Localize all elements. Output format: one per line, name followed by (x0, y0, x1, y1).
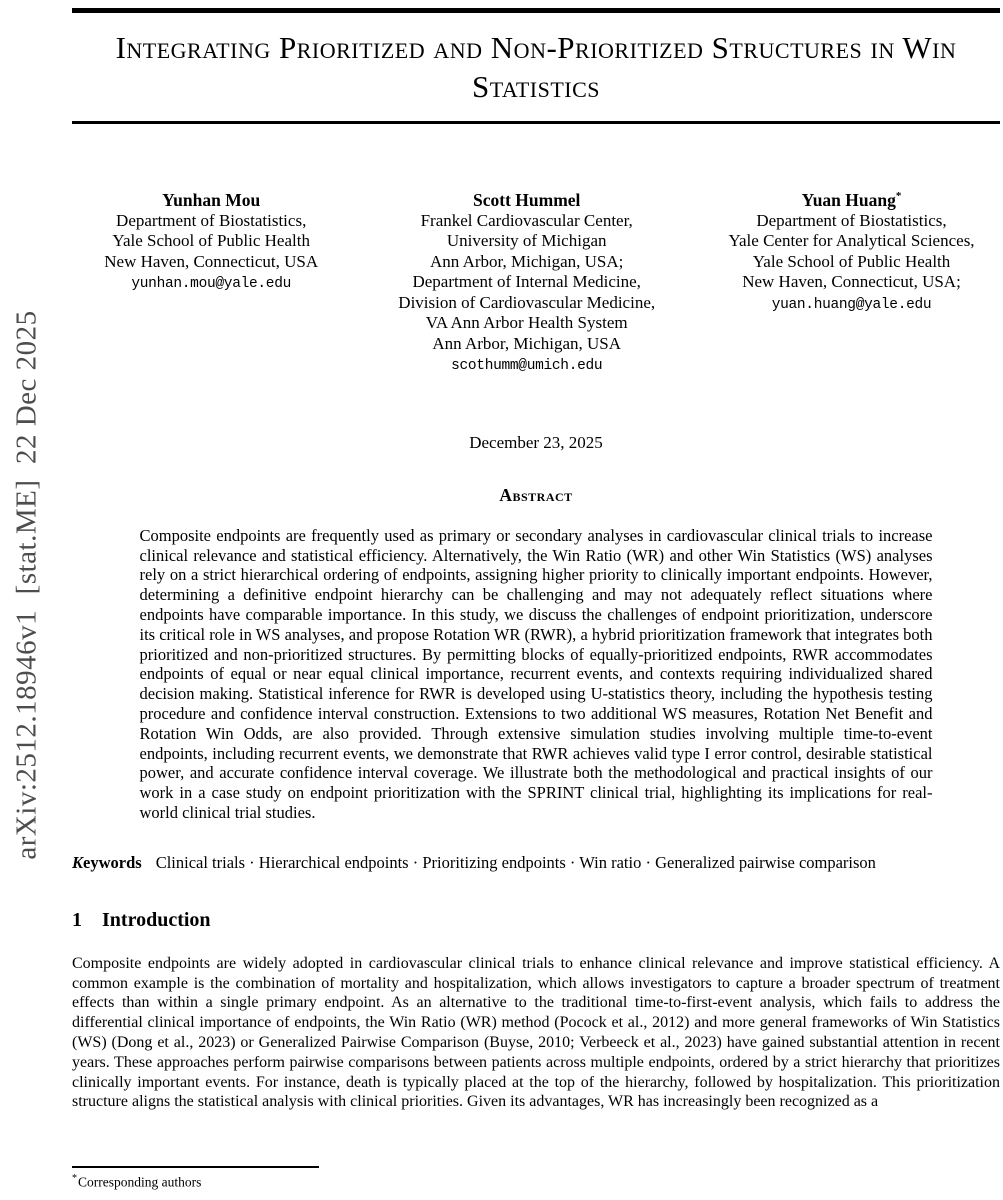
section-title: Introduction (102, 908, 211, 931)
keywords-text: Clinical trials · Hierarchical endpoints · Prioritizing endpoints · Win ratio · Generalized pairwise comparison (155, 852, 876, 872)
author-block (72, 186, 1000, 377)
footnote-text-line (72, 1173, 1000, 1191)
introduction-paragraph: Composite endpoints are widely adopted in cardiovascular clinical trials to enhance clinical relevance and improve statistical efficiency. A common example is the combination of mortality and hospitalization, which allows investigators to capture a broader spectrum of treatment effects than within a single primary endpoint. As an alternative to the traditional time-to-first-event analysis, which fails to address the differential clinical importance of endpoints, the Win Ratio (WR) method (Pocock et al., 2012) and more general frameworks of Win Statistics (WS) (Dong et al., 2023) or Generalized Pairwise Comparison (Buyse, 2010; Verbeeck et al., 2023) have gained substantial attention in recent years. These approaches perform pairwise comparisons between patients across multiple endpoints, ordered by a strict hierarchy that prioritizes clinically important events. For instance, death is typically placed at the top of the hierarchy, followed by hospitalization. This prioritization structure aligns the statistical analysis with clinical priorities. Given its advantages, WR has increasingly been recognized as a (72, 954, 1000, 1111)
author-affiliation-line: New Haven, Connecticut, USA; (742, 272, 961, 292)
arxiv-sidebar-stamp: arXiv:2512.18946v1 [stat.ME] 22 Dec 2025 (10, 310, 43, 860)
author-name (703, 186, 1000, 210)
author-affiliation-line: Department of Biostatistics, (756, 210, 947, 230)
author-card-2 (364, 186, 689, 377)
paper-title: Integrating Prioritized and Non-Prioritized Structures in Win Statistics (115, 30, 957, 104)
footnote (72, 1166, 1000, 1191)
author-affiliation-line: Frankel Cardiovascular Center, (420, 210, 633, 230)
author-affiliation-line: VA Ann Arbor Health System (425, 313, 628, 333)
footnote-rule (72, 1166, 319, 1168)
author-name-text: Yunhan Mou (162, 189, 261, 210)
keywords-line (72, 853, 1000, 873)
author-affiliation-line: Yale School of Public Health (112, 231, 310, 251)
section-heading-introduction (72, 909, 1000, 932)
author-email: scothumm@umich.edu (451, 358, 603, 375)
author-affiliation-line: Ann Arbor, Michigan, USA (432, 333, 622, 353)
author-affiliation-line: New Haven, Connecticut, USA (104, 251, 319, 271)
author-affiliation-line: Department of Biostatistics, (116, 210, 307, 230)
page-content (72, 0, 1000, 1112)
author-marker: * (895, 189, 902, 202)
author-email: yunhan.mou@yale.edu (131, 276, 292, 293)
author-email: yuan.huang@yale.edu (771, 296, 932, 313)
keywords-label: Keywords (72, 852, 142, 872)
author-name (72, 186, 350, 210)
author-affiliation-line: Department of Internal Medicine, (412, 272, 641, 292)
footnote-marker: * (72, 1173, 77, 1184)
section-number: 1 (72, 908, 82, 931)
abstract-text: Composite endpoints are frequently used as primary or secondary analyses in cardiovascular clinical trials to increase clinical relevance and statistical efficiency. Alternatively, the Win Ratio (WR) and other Win Statistics (WS) analyses rely on a strict hierarchical ordering of endpoints, assigning higher priority to clinically important endpoints. However, determining a definitive endpoint hierarchy can be challenging and may not adequately reflect situations where endpoints have comparable importance. In this study, we discuss the challenges of endpoint prioritization, underscore its critical role in WS analyses, and propose Rotation WR (RWR), a hybrid prioritization framework that integrates both prioritized and non-prioritized structures. By permitting blocks of equally-prioritized endpoints, RWR accommodates endpoints of equal or near equal clinical importance, recurrent events, and contexts requiring individualized shared decision making. Statistical inference for RWR is developed using U-statistics theory, including the hypothesis testing procedure and confidence interval construction. Extensions to two additional WS measures, Rotation Net Benefit and Rotation Win Odds, are also provided. Through extensive simulation studies involving multiple time-to-event endpoints, including recurrent events, we demonstrate that RWR achieves valid type I error control, desirable statistical power, and accurate confidence interval coverage. We illustrate both the methodological and practical insights of our work in a case study on endpoint prioritization with the SPRINT clinical trial, highlighting its implications for real-world clinical trial studies. (139, 525, 933, 822)
author-affiliation-line: Yale School of Public Health (752, 251, 951, 271)
abstract-heading: Abstract (499, 484, 573, 505)
author-name-text: Yuan Huang (801, 189, 896, 210)
author-affiliation-line: Yale Center for Analytical Sciences, (728, 231, 975, 251)
author-affiliation-line: University of Michigan (446, 231, 607, 251)
author-affiliation-line: Ann Arbor, Michigan, USA; (430, 251, 624, 271)
title-rule (72, 121, 1000, 124)
author-name (364, 186, 689, 210)
paper-date: December 23, 2025 (469, 432, 603, 452)
author-name-text: Scott Hummel (473, 189, 581, 210)
author-affiliation-line: Division of Cardiovascular Medicine, (398, 292, 656, 312)
author-card-1 (72, 186, 350, 377)
footnote-text: Corresponding authors (78, 1174, 202, 1190)
author-card-3 (703, 186, 1000, 377)
top-rule (72, 8, 1000, 13)
